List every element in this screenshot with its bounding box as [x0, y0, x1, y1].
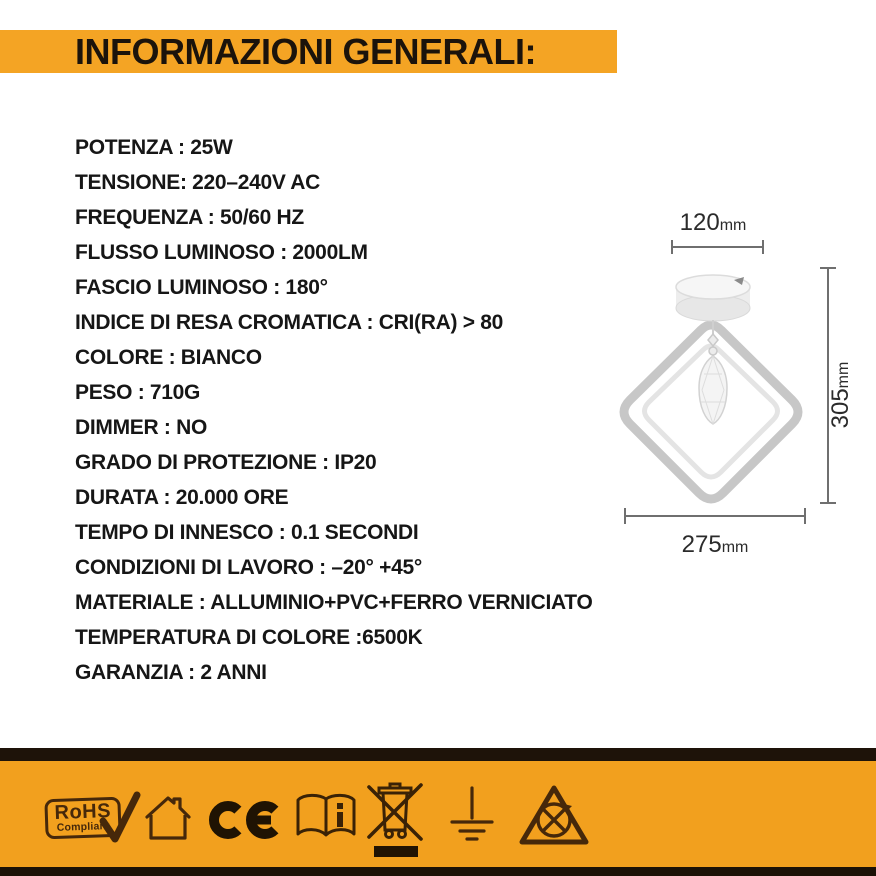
spec-line-flusso: FLUSSO LUMINOSO : 2000LM	[75, 240, 368, 264]
spec-line-potenza: POTENZA : 25W	[75, 135, 233, 159]
lamp-drawing	[590, 190, 876, 570]
warning-triangle-icon	[516, 782, 592, 850]
spec-line-durata: DURATA : 20.000 ORE	[75, 485, 289, 509]
ce-mark-icon	[208, 800, 288, 840]
page-title: INFORMAZIONI GENERALI:	[75, 30, 536, 72]
spec-list	[75, 130, 635, 690]
spec-line-temperatura: TEMPERATURA DI COLORE :6500K	[75, 625, 423, 649]
dim-line-height	[820, 268, 836, 503]
lamp-dimension-diagram	[590, 190, 876, 570]
band-top-divider	[0, 748, 876, 761]
dim-label-bottom-width: 275mm	[681, 531, 749, 558]
spec-line-fascio: FASCIO LUMINOSO : 180°	[75, 275, 328, 299]
read-manual-icon	[294, 792, 358, 842]
spec-line-condizioni: CONDIZIONI DI LAVORO : –20° +45°	[75, 555, 422, 579]
band-bottom-divider	[0, 867, 876, 876]
dim-label-top-width: 120mm	[679, 209, 747, 236]
spec-line-grado: GRADO DI PROTEZIONE : IP20	[75, 450, 377, 474]
rohs-compliant-badge: RoHS Compliant	[44, 797, 121, 840]
earth-ground-icon	[447, 786, 497, 848]
dim-line-bottom-width	[625, 508, 805, 524]
spec-line-peso: PESO : 710G	[75, 380, 201, 404]
weee-bar	[374, 846, 418, 857]
dim-line-top-width	[672, 240, 763, 254]
spec-line-colore: COLORE : BIANCO	[75, 345, 262, 369]
checkmark-icon	[98, 789, 142, 845]
weee-disposal-icon	[366, 778, 424, 858]
spec-line-frequenza: FREQUENZA : 50/60 HZ	[75, 205, 304, 229]
dim-label-height: 305mm	[827, 361, 854, 429]
header-bar	[0, 30, 617, 73]
spec-line-indice-resa: INDICE DI RESA CROMATICA : CRI(RA) > 80	[75, 310, 503, 334]
indoor-use-house-icon	[142, 794, 194, 842]
ceiling-canopy	[676, 275, 750, 321]
certification-band	[0, 761, 876, 876]
spec-line-tempo: TEMPO DI INNESCO : 0.1 SECONDI	[75, 520, 419, 544]
spec-line-dimmer: DIMMER : NO	[75, 415, 208, 439]
spec-line-garanzia: GARANZIA : 2 ANNI	[75, 660, 267, 684]
spec-line-tensione: TENSIONE: 220–240V AC	[75, 170, 321, 194]
spec-line-materiale: MATERIALE : ALLUMINIO+PVC+FERRO VERNICIATO	[75, 590, 593, 614]
